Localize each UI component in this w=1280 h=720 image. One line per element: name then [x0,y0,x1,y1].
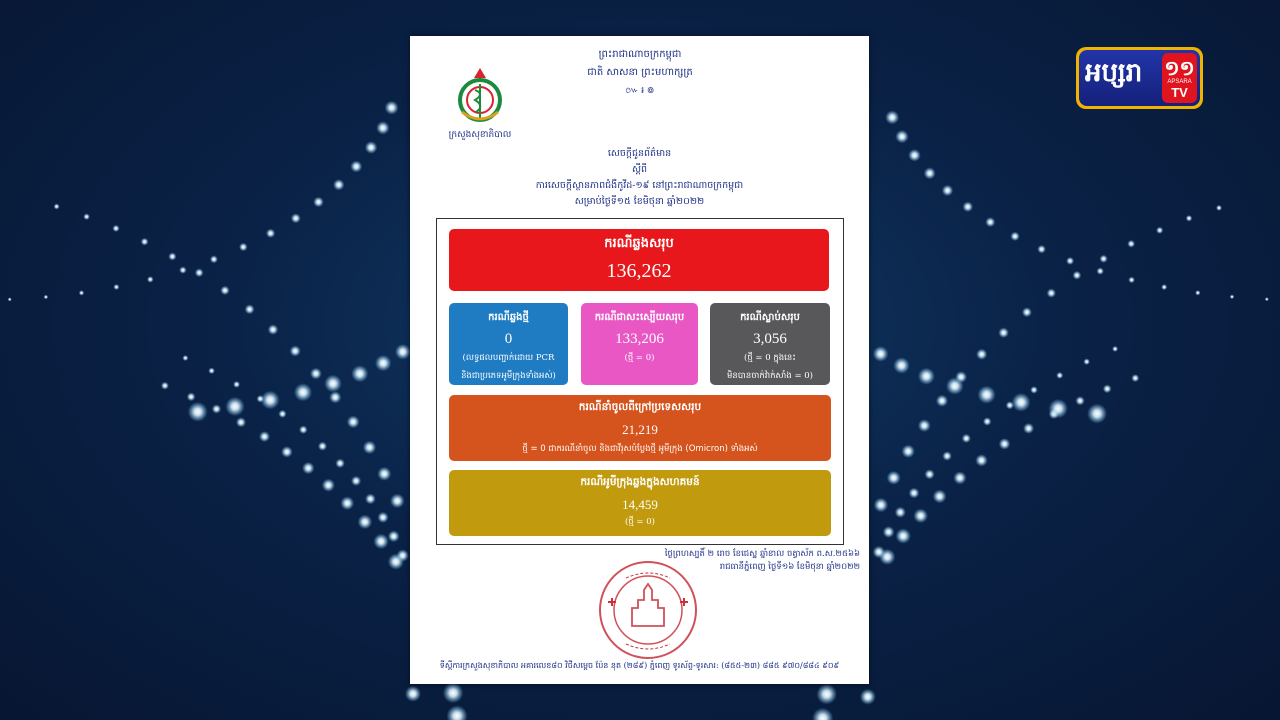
sparkle-dot [239,243,248,252]
sparkle-dot [1127,240,1135,248]
sparkle-dot [1023,423,1034,434]
sparkle-dot [942,451,952,461]
title-line-4: សម្រាប់ថ្ងៃទី១៥ ខែមិថុនា ឆ្នាំ២០២២ [574,196,705,207]
sparkle-dot [913,509,928,524]
sparkle-dot [182,355,188,361]
deaths-value: 3,056 [753,331,787,347]
sparkle-dot [210,255,218,263]
sparkle-dot [1087,404,1107,424]
sparkle-dot [860,689,876,705]
sparkle-dot [377,512,388,523]
sparkle-dot [874,498,889,513]
title-line-2: ស្តីពី [631,164,648,175]
sparkle-dot [363,441,376,454]
sparkle-dot [335,459,345,469]
recovered-label: ករណីជាសះស្បើយសរុប [594,312,685,323]
sparkle-dot [44,295,49,300]
ministry-name: ក្រសួងសុខាភិបាល [448,130,512,140]
sparkle-dot [195,268,204,277]
sparkle-dot [902,445,915,458]
sparkle-dot [83,213,90,220]
sparkle-dot [998,327,1009,338]
sparkle-dot [918,419,931,432]
sparkle-dot [1131,374,1139,382]
community-cases-label: ករណីអូមីក្រុងឆ្លងក្នុងសហគមន៍ [580,476,700,488]
sparkle-dot [388,530,400,542]
sparkle-dot [208,368,215,375]
total-cases-label: ករណីឆ្លងសរុប [604,236,674,251]
sparkle-dot [318,442,327,451]
sparkle-dot [1100,255,1108,263]
sparkle-dot [54,204,60,210]
sparkle-dot [873,546,885,558]
sparkle-dot [1073,271,1082,280]
statistics-panel [436,218,844,545]
sparkle-dot [893,357,909,373]
sparkle-dot [1083,358,1090,365]
sparkle-dot [873,346,889,362]
sparkle-dot [443,683,464,704]
sparkle-dot [1128,277,1135,284]
sparkle-dot [278,410,286,418]
gregorian-date: រាជធានីភ្នំពេញ ថ្ងៃទី១៦ ខែមិថុនា ឆ្នាំ២០២២ [719,562,860,572]
sparkle-dot [1097,267,1104,274]
sparkle-dot [333,179,344,190]
sparkle-dot [883,526,895,538]
sparkle-dot [141,238,149,246]
sparkle-dot [924,167,936,179]
sparkle-dot [212,404,221,413]
sparkle-dot [405,686,421,702]
sparkle-dot [1103,384,1112,393]
sparkle-dot [358,515,373,530]
sparkle-dot [79,290,84,295]
sparkle-dot [896,528,911,543]
sparkle-dot [1047,288,1056,297]
sparkle-dot [1049,399,1068,418]
sparkle-dot [351,476,361,486]
sparkle-dot [236,417,246,427]
sparkle-dot [225,397,244,416]
total-cases-card [449,229,829,291]
sparkle-dot [1037,245,1046,254]
sparkle-dot [976,349,987,360]
sparkle-dot [1012,393,1031,412]
covid-press-release [410,36,869,684]
sparkle-dot [291,213,301,223]
sparkle-dot [375,355,391,371]
new-cases-value: 0 [504,331,513,347]
imported-cases-note: ថ្មី = 0 ជាករណីនាំចូល និងជាវីរុសបំប្លែងថ្មី អូមីក្រុង (Omicron) ទាំងអស់ [522,444,758,454]
sparkle-dot [936,395,948,407]
logo-apsara-text: APSARA [1167,79,1192,85]
sparkle-dot [978,386,996,404]
sparkle-dot [268,324,279,335]
sparkle-dot [322,479,335,492]
sparkle-dot [975,454,987,466]
national-motto: ជាតិ សាសនា ព្រះមហាក្សត្រ [587,67,693,78]
ministry-of-health-emblem [450,60,510,132]
sparkle-dot [963,202,974,213]
sparkle-dot [168,252,176,260]
sparkle-dot [373,534,388,549]
new-cases-note-2: និងជាប្រភេទអូមីក្រុងទាំងអស់) [461,371,556,381]
sparkle-dot [266,229,275,238]
sparkle-dot [1112,346,1118,352]
sparkle-dot [324,375,342,393]
sparkle-dot [187,392,196,401]
sparkle-dot [385,101,399,115]
sparkle-dot [985,217,995,227]
lunar-date: ថ្ងៃព្រហស្បតិ៍ ២ រោច ខែជេស្ឋ ឆ្នាំខាល ចត្វាស័ក ព.ស.២៥៦៦ [664,549,860,559]
kingdom-header [550,46,730,100]
sparkle-dot [962,434,971,443]
sparkle-dot [351,365,368,382]
sparkle-dot [261,391,280,410]
new-cases-label: ករណីឆ្លងថ្មី [488,312,529,323]
sparkle-dot [953,471,966,484]
sparkle-dot [313,197,324,208]
sparkle-dot [1161,284,1167,290]
sparkle-dot [887,471,901,485]
sparkle-dot [1186,215,1193,222]
sparkle-dot [350,161,362,173]
logo-channel-badge [1162,53,1197,103]
deaths-note-2: មិនបានចាក់វ៉ាក់សាំង = 0) [727,371,813,381]
sparkle-dot [1056,372,1063,379]
community-cases-card [449,470,831,536]
sparkle-dot [259,431,270,442]
sparkle-dot [812,708,833,720]
sparkle-dot [918,368,935,385]
sparkle-dot [340,496,354,510]
logo-khmer-text: អប្សរា [1085,58,1143,88]
sparkle-dot [302,462,314,474]
sparkle-dot [310,368,322,380]
sparkle-dot [895,130,908,143]
sparkle-dot [1216,205,1222,211]
footer-address: ទីស្តីការក្រសួងសុខាភិបាល អគារលេខ៨០ វិថីសម្តេច ប៉ែន នុត (២៨៩) ភ្នំពេញ ទូរស័ព្ទ-ទូរសារ: (៨៥៥-២៣) ៨៨៥ ៩៧០/៨៨៤ ៩០៩ [439,661,840,670]
new-cases-card [449,303,568,385]
sparkle-dot [999,438,1011,450]
sparkle-dot [983,417,992,426]
sparkle-dot [147,276,154,283]
imported-cases-value: 21,219 [622,422,658,437]
sparkle-dot [946,377,964,395]
sparkle-dot [395,344,411,360]
sparkle-dot [179,266,186,273]
sparkle-dot [1030,386,1038,394]
sparkle-dot [1265,297,1269,301]
sparkle-dot [376,121,389,134]
sparkle-dot [299,425,308,434]
title-line-1: សេចក្តីជូនព័ត៌មាន [607,148,672,159]
sparkle-dot [112,225,119,232]
imported-cases-label: ករណីនាំចូលពីក្រៅប្រទេសសរុប [578,401,702,413]
apsara-tv-logo [1076,47,1203,109]
imported-cases-card [449,395,831,461]
sparkle-dot [908,149,921,162]
sparkle-dot [397,549,409,561]
sparkle-dot [446,705,467,720]
sparkle-dot [1066,257,1074,265]
sparkle-dot [347,416,360,429]
sparkle-dot [885,110,899,124]
recovered-value: 133,206 [615,331,664,347]
sparkle-dot [895,507,906,518]
sparkle-dot [220,286,229,295]
new-cases-note-1: (លទ្ធផលបញ្ជាក់ដោយ PCR [462,353,555,363]
ministry-seal-stamp [596,558,700,662]
sparkle-dot [1010,232,1019,241]
sparkle-dot [816,684,837,705]
sparkle-dot [1156,227,1163,234]
title-line-3: ការសេចក្តីស្ថានភាពជំងឺកូវីដ-១៩ នៅព្រះរាជាណាចក្រកម្ពុជា [535,180,744,191]
sparkle-dot [188,402,208,422]
sparkle-dot [933,490,947,504]
sparkle-dot [113,284,119,290]
sparkle-dot [329,391,341,403]
sparkle-dot [925,469,935,479]
sparkle-dot [365,494,376,505]
recovered-note: (ថ្មី = 0) [624,353,655,363]
deaths-note-1: (ថ្មី = 0 ក្នុងនេះ [744,353,796,363]
sparkle-dot [1230,295,1235,300]
sparkle-dot [1195,290,1200,295]
sparkle-dot [8,297,12,301]
sparkle-dot [1075,396,1084,405]
header-ornament: ៚ ៛ ៙ [625,86,655,96]
sparkle-dot [281,446,293,458]
sparkle-dot [909,488,920,499]
logo-channel-number: ១១ [1164,56,1195,80]
sparkle-dot [161,382,169,390]
recovered-card [581,303,698,385]
sparkle-dot [294,383,312,401]
community-cases-note: (ថ្មី = 0) [625,517,655,527]
total-cases-value: 136,262 [606,260,672,282]
sparkle-dot [1022,307,1032,317]
logo-tv-text: TV [1171,85,1188,100]
sparkle-dot [377,467,391,481]
sparkle-dot [365,141,378,154]
deaths-label: ករណីស្លាប់សរុប [740,312,800,323]
community-cases-value: 14,459 [622,497,658,512]
sparkle-dot [233,381,240,388]
press-release-title [470,146,809,210]
sparkle-dot [390,494,405,509]
deaths-card [710,303,830,385]
sparkle-dot [942,185,953,196]
sparkle-dot [245,304,255,314]
sparkle-dot [290,345,301,356]
logo-panel [1079,50,1200,106]
kingdom-name: ព្រះរាជាណាចក្រកម្ពុជា [598,49,682,60]
